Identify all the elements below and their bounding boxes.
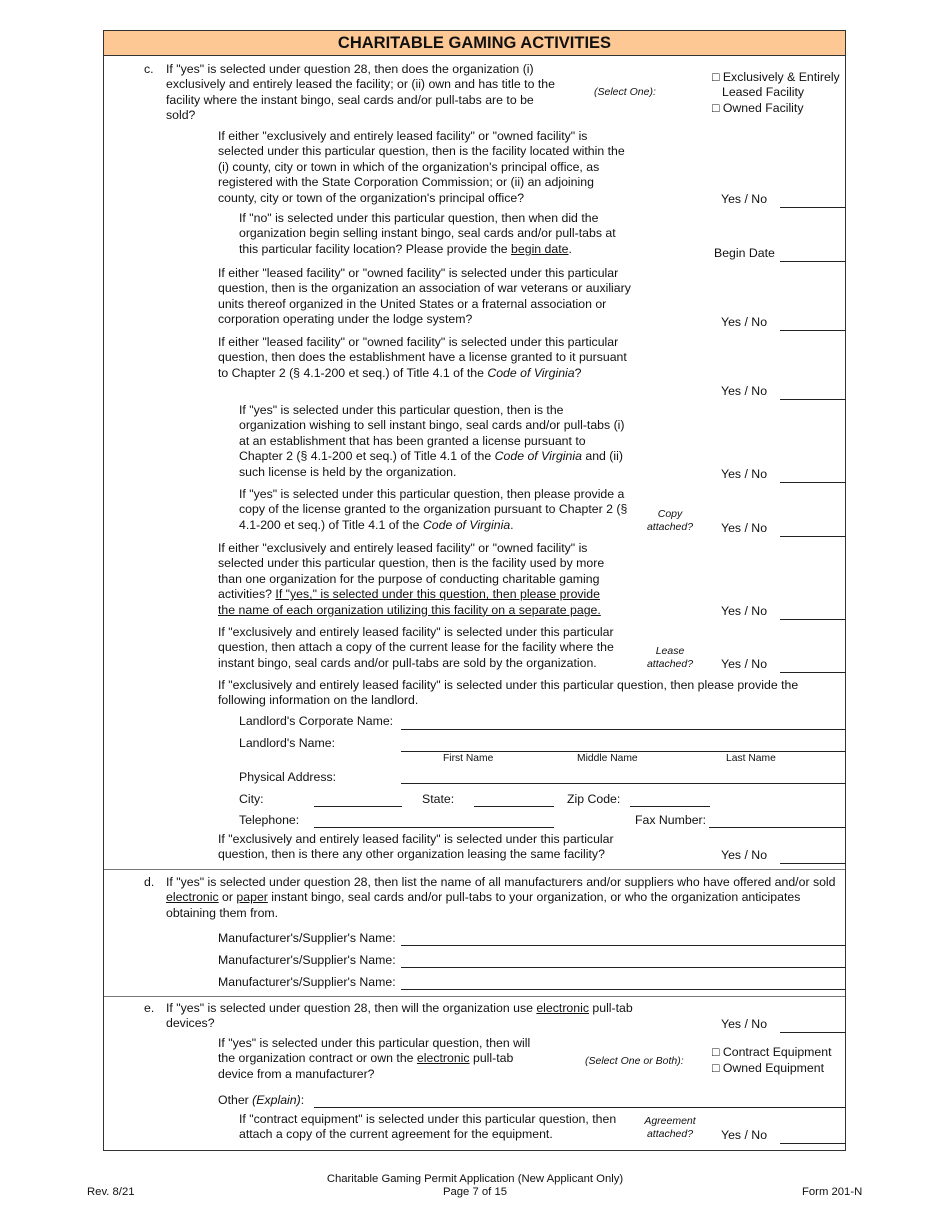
- copy-attached-label: Copy attached?: [646, 508, 694, 533]
- supplier-label-3: Manufacturer's/Supplier's Name:: [218, 975, 396, 989]
- option-contract-equipment[interactable]: □ Contract Equipment: [712, 1045, 832, 1059]
- electronic-underline: electronic: [536, 1001, 589, 1015]
- question-c-1: If either "exclusively and entirely leased facility" or "owned facility" is selected under this particular question, then is the facility located within the (i) county, city or town in which of the organization's principal office, as registered with the State Corporation Commission; or (ii) an adjoining county, city or town of the organization's principal office?: [218, 129, 625, 205]
- yes-no-label: Yes / No: [721, 384, 768, 398]
- question-c-3b: [239, 487, 629, 533]
- section-divider: [104, 996, 845, 997]
- last-name-caption: Last Name: [726, 753, 776, 764]
- question-c-4-text: If either "exclusively and entirely leased facility" or "owned facility" is selected under this particular question, then is the facility used by more than one organization for the purpose of conducting charitable gaming activities?: [218, 541, 605, 602]
- question-c-3a-text: If "yes" is selected under this particular question, then is the organization wishing to sell instant bingo, seal cards and/or pull-tabs (i) at an establishment that has been granted a license pursuant to Chapter 2 (§ 4.1-200 et seq.) of Title 4.1 of the: [239, 403, 625, 464]
- landlord-corp-label: Landlord's Corporate Name:: [239, 714, 394, 728]
- code-of-virginia: Code of Virginia: [422, 517, 511, 532]
- select-one-or-both-label: (Select One or Both):: [585, 1055, 684, 1067]
- physical-address-field[interactable]: [401, 783, 846, 784]
- answer-line[interactable]: [780, 207, 846, 208]
- item-letter-c: c.: [144, 62, 154, 76]
- state-field[interactable]: [474, 806, 554, 807]
- first-name-caption: First Name: [443, 753, 494, 764]
- question-c-5: If "exclusively and entirely leased facility" is selected under this particular question, then attach a copy of the current lease for the facility where the instant bingo, seal cards and/or pull-tabs are sold by the organization.: [218, 625, 614, 670]
- yes-no-label: Yes / No: [721, 657, 768, 671]
- question-c-3-end: ?: [574, 365, 582, 380]
- question-c-3-text: If either "leased facility" or "owned facility" is selected under this particular question, then does the establishment have a license granted to it pursuant to Chapter 2 (§ 4.1-200 et seq.) of Title 4.1 of the: [218, 335, 627, 380]
- section-divider: [104, 869, 845, 870]
- revision-label: Rev. 8/21: [87, 1186, 135, 1198]
- question-c-1a-end: .: [568, 241, 572, 256]
- question-e-2: If "contract equipment" is selected under this particular question, then attach a copy of the current agreement for the equipment.: [239, 1112, 617, 1142]
- electronic-underline: electronic: [416, 1051, 470, 1066]
- electronic-underline: electronic: [166, 890, 219, 905]
- explain-text: (Explain): [252, 1093, 301, 1107]
- question-e-text: If "yes" is selected under question 28, then will the organization use: [166, 1001, 537, 1015]
- other-explain-field[interactable]: [314, 1107, 846, 1108]
- question-c: If "yes" is selected under question 28, then does the organization (i) exclusively and entirely leased the facility; or (ii) own and has title to the facility where the instant bingo, seal cards and/or pull-tabs are to be sold?: [166, 62, 555, 123]
- answer-line[interactable]: [780, 1032, 846, 1033]
- question-e-1-end: pull-tab device from a manufacturer?: [218, 1051, 514, 1081]
- fax-field[interactable]: [709, 827, 846, 828]
- yes-no-label: Yes / No: [721, 467, 768, 481]
- question-c-7: If "exclusively and entirely leased facility" is selected under this particular question, then is there any other organization leasing the same facility?: [218, 832, 614, 862]
- paper-underline: paper: [236, 890, 268, 905]
- telephone-label: Telephone:: [239, 813, 300, 827]
- answer-line[interactable]: [780, 536, 846, 537]
- fax-label: Fax Number:: [635, 813, 707, 827]
- question-c-1a-text: If "no" is selected under this particular question, then when did the organization begin selling instant bingo, seal cards and/or pull-tabs at this particular facility location? Please provide the: [239, 211, 616, 256]
- question-e-1: [218, 1036, 548, 1082]
- answer-line[interactable]: [780, 1143, 846, 1144]
- lease-attached-label: Lease attached?: [646, 645, 694, 670]
- page-number: Page 7 of 15: [442, 1186, 508, 1198]
- question-d-text: If "yes" is selected under question 28, then list the name of all manufacturers and/or suppliers who have offered and/or sold: [166, 875, 836, 889]
- landlord-name-field[interactable]: [401, 751, 846, 752]
- question-d: [166, 875, 844, 921]
- landlord-name-label: Landlord's Name:: [239, 736, 335, 750]
- state-label: State:: [422, 792, 455, 806]
- agreement-attached-label: Agreement attached?: [644, 1115, 696, 1140]
- yes-no-label: Yes / No: [721, 848, 768, 862]
- question-c-3: [218, 335, 632, 381]
- landlord-corp-field[interactable]: [401, 729, 846, 730]
- answer-line[interactable]: [780, 482, 846, 483]
- question-e-1-text: If "yes" is selected under this particular question, then will the organization contract or own the: [218, 1036, 531, 1066]
- code-of-virginia: Code of Virginia: [494, 449, 582, 464]
- footer-title: Charitable Gaming Permit Application (New Applicant Only): [326, 1173, 624, 1185]
- question-c-3b-end: .: [510, 517, 514, 532]
- other-label: [218, 1093, 304, 1108]
- yes-no-label: Yes / No: [721, 1128, 768, 1142]
- begin-date-underline: begin date: [511, 241, 569, 256]
- supplier-label-1: Manufacturer's/Supplier's Name:: [218, 931, 396, 945]
- select-one-label: (Select One):: [594, 86, 656, 98]
- item-letter-d: d.: [144, 875, 155, 889]
- option-exclusively-leased[interactable]: □ Exclusively & Entirely: [712, 70, 840, 84]
- option-exclusively-leased-line2: Leased Facility: [722, 85, 805, 99]
- answer-line[interactable]: [780, 672, 846, 673]
- answer-line[interactable]: [780, 399, 846, 400]
- yes-no-label: Yes / No: [721, 521, 768, 535]
- supplier-field-3[interactable]: [401, 989, 846, 990]
- begin-date-label: Begin Date: [714, 246, 775, 260]
- question-c-6: If "exclusively and entirely leased facility" is selected under this particular question, then please provide the following information on the landlord.: [218, 678, 799, 708]
- question-e-end: pull-tab devices?: [166, 1001, 633, 1031]
- question-d-mid: or: [218, 890, 237, 905]
- question-c-1a: [239, 211, 629, 257]
- question-c-3b-text: If "yes" is selected under this particular question, then please provide a copy of the license granted to the organization pursuant to Chapter 2 (§ 4.1-200 et seq.) of Title 4.1 of the: [239, 487, 628, 532]
- answer-line[interactable]: [780, 619, 846, 620]
- yes-no-label: Yes / No: [721, 192, 768, 206]
- telephone-field[interactable]: [314, 827, 554, 828]
- question-c-4-underline: If "yes," is selected under this question, then please provide the name of each organization utilizing this facility on a separate page.: [218, 587, 601, 617]
- yes-no-label: Yes / No: [721, 604, 768, 618]
- supplier-field-2[interactable]: [401, 967, 846, 968]
- supplier-field-1[interactable]: [401, 945, 846, 946]
- zip-label: Zip Code:: [567, 792, 621, 806]
- other-text: Other: [218, 1093, 253, 1107]
- zip-field[interactable]: [630, 806, 710, 807]
- section-title: CHARITABLE GAMING ACTIVITIES: [104, 31, 845, 56]
- option-owned-equipment[interactable]: □ Owned Equipment: [712, 1061, 825, 1075]
- question-c-3a-end: and (ii) such license is held by the organization.: [239, 449, 623, 479]
- yes-no-label: Yes / No: [721, 1017, 768, 1031]
- middle-name-caption: Middle Name: [577, 753, 638, 764]
- code-of-virginia: Code of Virginia: [487, 365, 575, 380]
- yes-no-label: Yes / No: [721, 315, 768, 329]
- physical-address-label: Physical Address:: [239, 770, 337, 784]
- question-e: [166, 1001, 636, 1032]
- question-d-end: instant bingo, seal cards and/or pull-tabs to your organization, or who the organization anticipates obtaining them from.: [166, 890, 801, 920]
- question-c-4: [218, 541, 618, 618]
- answer-line[interactable]: [780, 330, 846, 331]
- item-letter-e: e.: [144, 1001, 155, 1015]
- option-owned-facility[interactable]: □ Owned Facility: [712, 101, 804, 115]
- question-c-2: If either "leased facility" or "owned facility" is selected under this particular question, then is the organization an association of war veterans or auxiliary units thereof organized in the United States or a fraternal association or corporation operating under the lodge system?: [218, 266, 631, 327]
- form-number: Form 201-N: [802, 1186, 863, 1198]
- supplier-label-2: Manufacturer's/Supplier's Name:: [218, 953, 396, 967]
- other-colon: :: [300, 1093, 305, 1107]
- question-c-3a: [239, 403, 625, 480]
- city-label: City:: [239, 792, 264, 806]
- answer-line[interactable]: [780, 863, 846, 864]
- form-frame: [103, 30, 846, 1151]
- begin-date-line[interactable]: [780, 261, 846, 262]
- city-field[interactable]: [314, 806, 402, 807]
